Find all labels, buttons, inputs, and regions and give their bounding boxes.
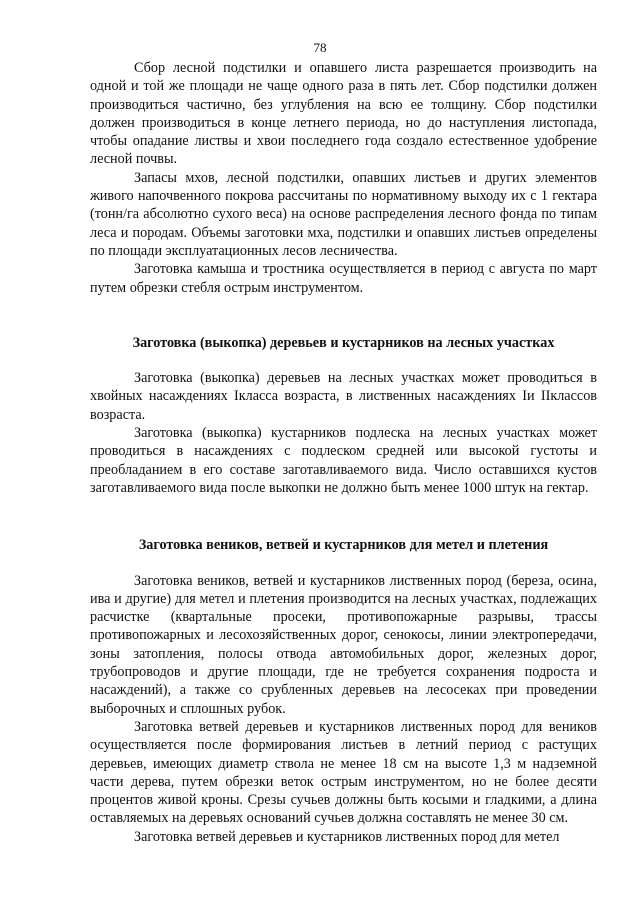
paragraph: Заготовка (выкопка) деревьев на лесных участках может проводиться в хвойных насаждениях Iкласса возраста, в лиственных насаждениях Iи IIклассов возраста. xyxy=(90,370,597,423)
document-body xyxy=(90,59,597,846)
paragraph: Заготовка ветвей деревьев и кустарников лиственных пород для веников осуществляется после формирования листьев в летний период с растущих деревьев, имеющих диаметр ствола не менее 18 см на высоте 1,3 м надземной части дерева, путем обрезки веток острым инструментом, но не более десяти процентов живой кроны. Срезы сучьев должны быть косыми и гладкими, а длина оставляемых на деревьях оснований сучьев должна составлять не менее 30 см. xyxy=(90,718,597,827)
page-number: 78 xyxy=(313,40,327,55)
section-heading-tree-digging: Заготовка (выкопка) деревьев и кустарников на лесных участках xyxy=(132,334,555,351)
section-heading-brooms-branches: Заготовка веников, ветвей и кустарников для метел и плетения xyxy=(138,537,549,554)
paragraph: Заготовка ветвей деревьев и кустарников лиственных пород для метел xyxy=(134,828,560,845)
paragraph: Заготовка (выкопка) кустарников подлеска на лесных участках может проводиться в насаждениях с подлеском средней или высокой густоты и преобладанием в его составе заготавливаемого вида. Число оставшихся кустов заготавливаемого вида после выкопки не должно быть менее 1000 штук на гектар. xyxy=(90,425,597,496)
paragraph: Запасы мхов, лесной подстилки, опавших листьев и других элементов живого напочвенного покрова рассчитаны по нормативному выходу их с 1 гектара (тонн/га абсолютно сухого веса) на основе распределения лесного фонда по типам леса и породам. Объемы заготовки мха, подстилки и опавших листьев определены по площади эксплуатационных лесов лесничества. xyxy=(90,169,597,259)
section-spacer xyxy=(90,297,597,334)
paragraph: Заготовка камыша и тростника осуществляется в период с августа по март путем обрезки стебля острым инструментом. xyxy=(90,261,597,296)
section-spacer xyxy=(90,497,597,536)
paragraph: Сбор лесной подстилки и опавшего листа разрешается производить на одной и той же площади не чаще одного раза в пять лет. Сбор подстилки должен производиться частично, без углубления на всю ее толщину. Сбор подстилки должен производиться в конце летнего периода, но до наступления листопада, чтобы опадание листвы и хвои последнего года создало естественное удобрение лесной почвы. xyxy=(90,60,597,168)
paragraph: Заготовка веников, ветвей и кустарников лиственных пород (береза, осина, ива и другие) для метел и плетения производится на лесных участках, подлежащих расчистке (квартальные просеки, противопожарные разрывы, трассы противопожарных и лесохозяйственных дорог, сенокосы, линии электропередачи, зоны затопления, полосы отвода автомобильных дорог, железных дорог, трубопроводов и другие площади, где не требуется сохранения подроста и насаждений), а также со срубленных деревьев на лесосеках при проведении выборочных и сплошных рубок. xyxy=(90,572,597,717)
